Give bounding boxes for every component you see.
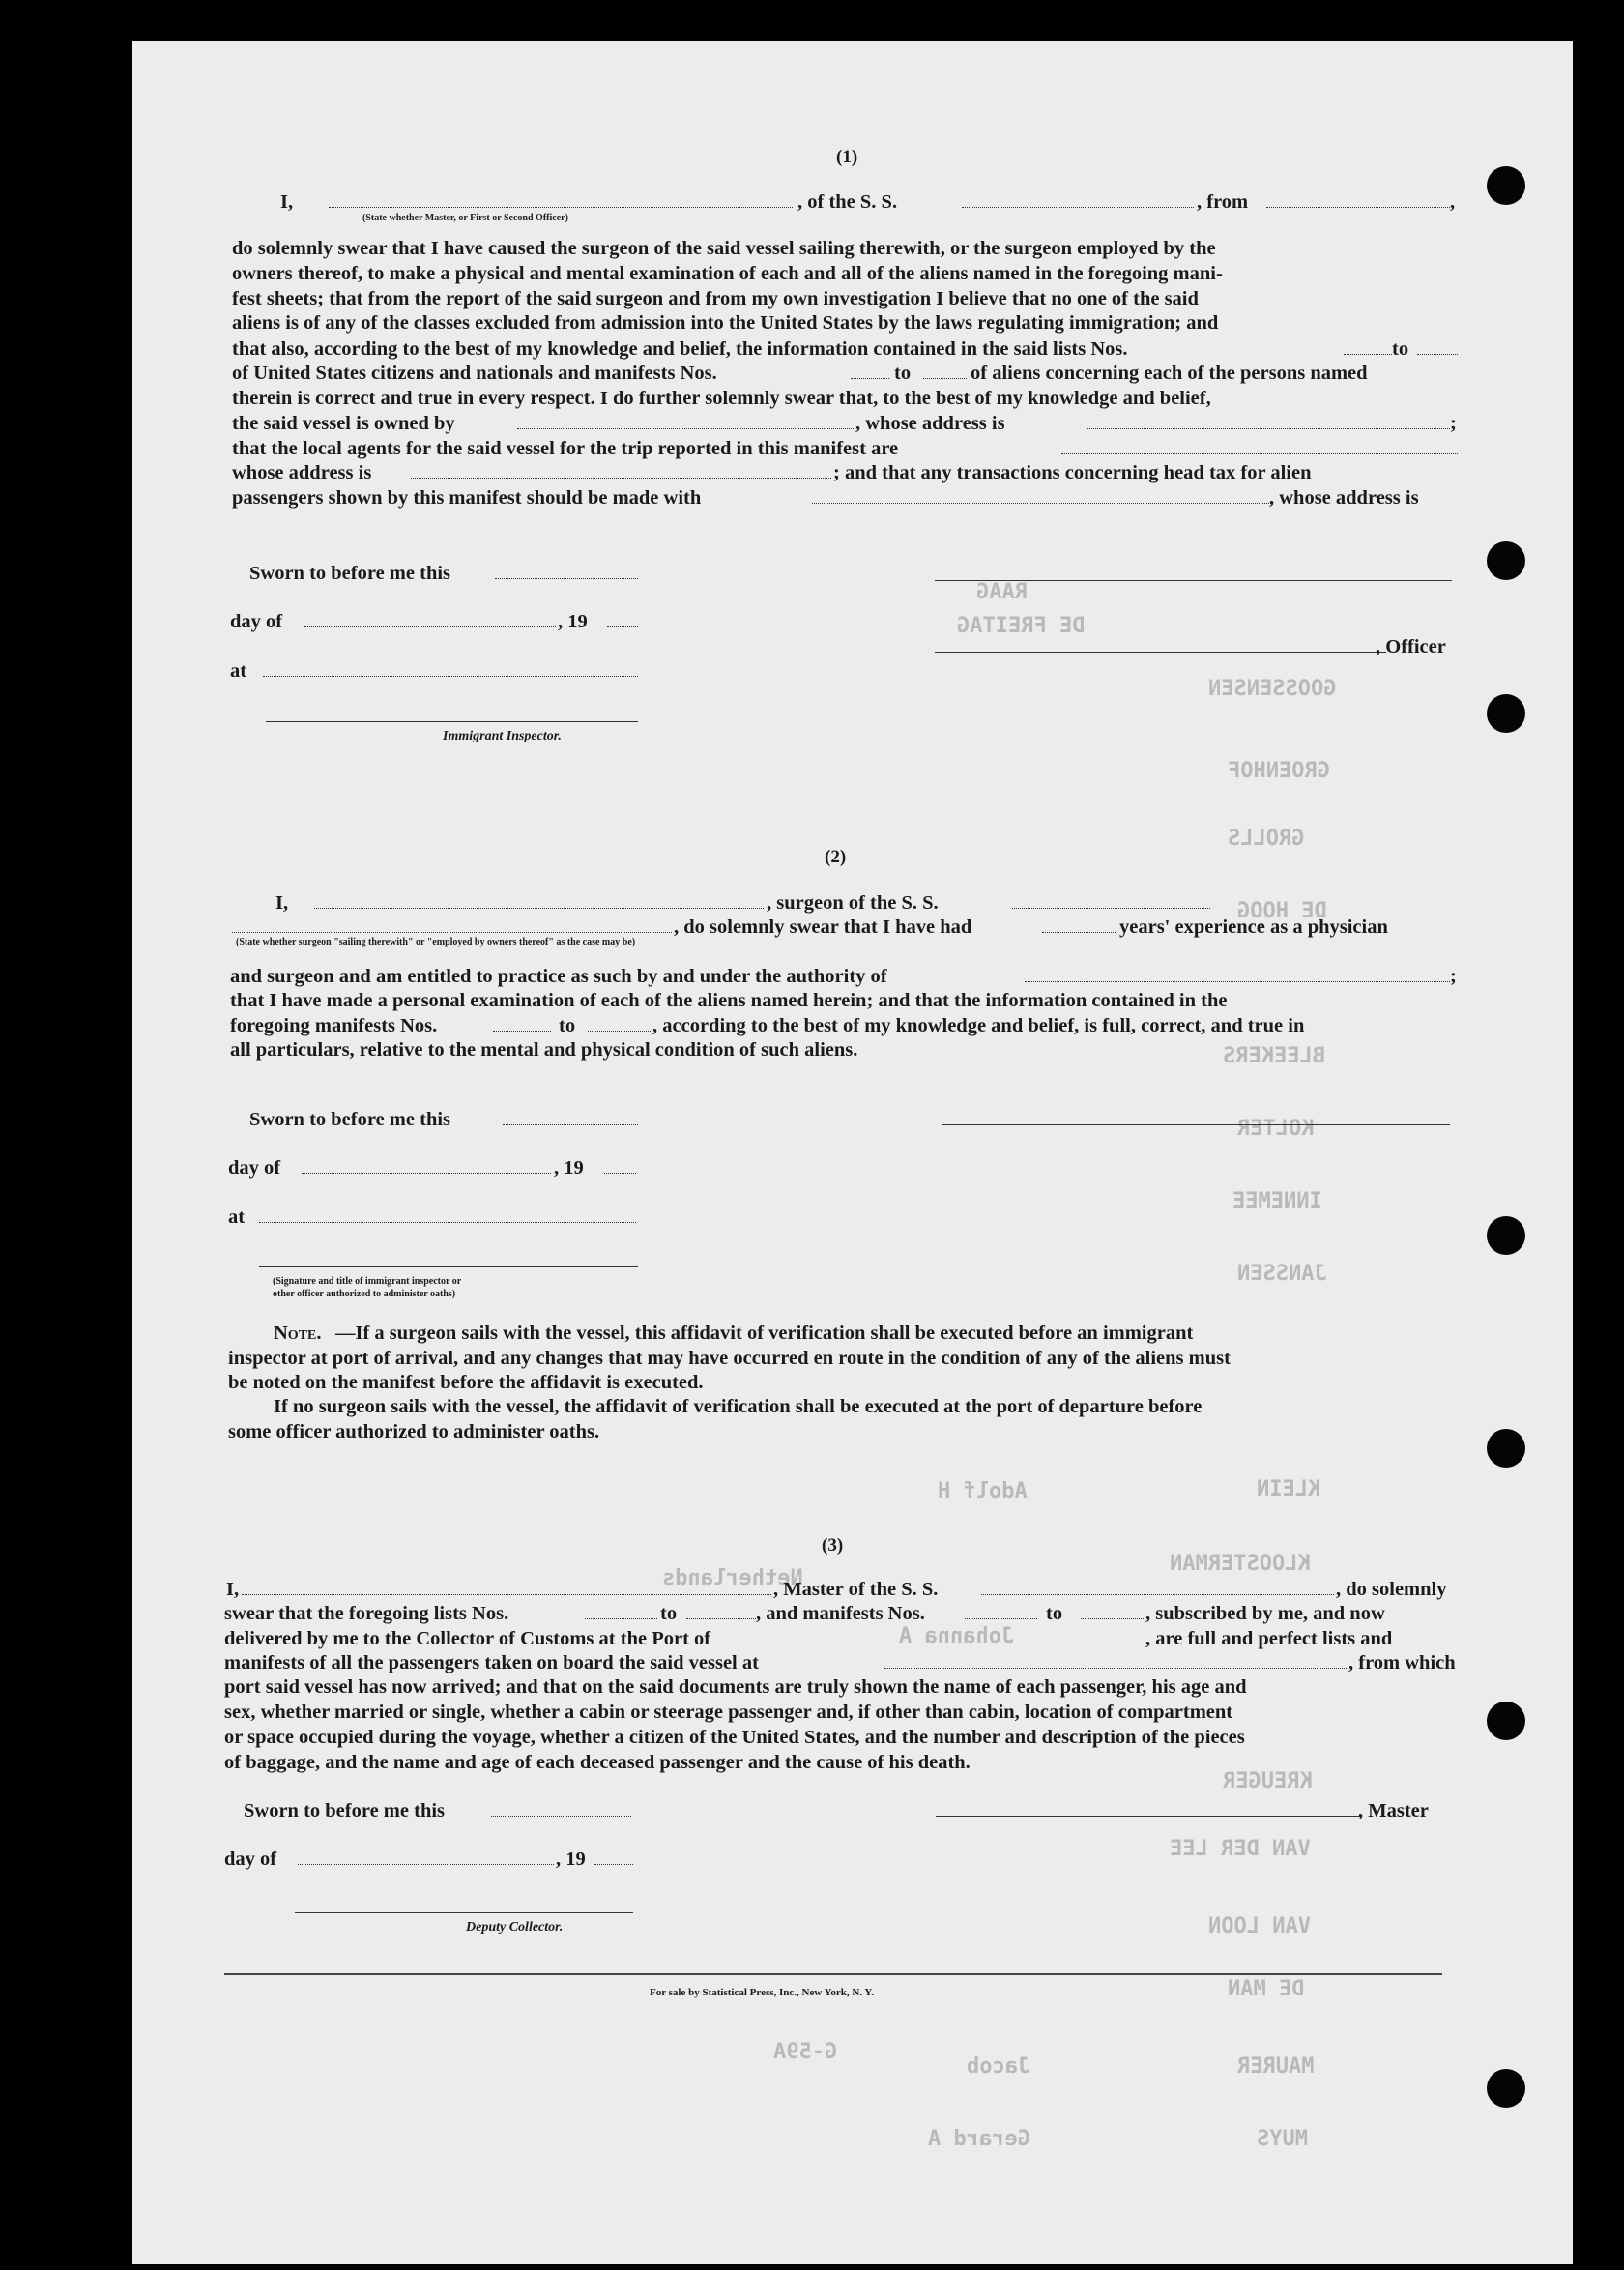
section-1-heading: (1) [836, 147, 858, 167]
year-label: , 19 [556, 1848, 586, 1870]
swear-text: , do solemnly swear that I have had [674, 917, 972, 938]
month-field[interactable] [304, 626, 556, 627]
at-label: at [228, 1207, 246, 1228]
officer-signature-line[interactable] [935, 652, 1386, 653]
binder-hole [1487, 694, 1525, 733]
text-line: or space occupied during the voyage, whether a citizen of the United States, and the number and description of the pieces [224, 1726, 1245, 1748]
oath-pronoun: I, [276, 892, 289, 914]
oath-pronoun: I, [226, 1579, 240, 1600]
master-signature-line[interactable] [936, 1816, 1361, 1817]
text-line: that the local agents for the said vessel for the trip reported in this manifest are [232, 438, 899, 459]
owner-field[interactable] [517, 428, 856, 429]
bleed-through-text: DE HOOG [1237, 899, 1327, 923]
of-aliens-text: of aliens concerning each of the persons named [971, 363, 1368, 384]
text-line: therein is correct and true in every respect. I do further solemnly swear that, to the best of my knowledge and belief, [232, 388, 1211, 409]
note-text: If no surgeon sails with the vessel, the affidavit of verification shall be executed at the port of departure before [274, 1396, 1203, 1417]
binder-hole [1487, 1702, 1525, 1740]
manifest-from-field[interactable] [965, 1618, 1037, 1619]
binder-hole [1487, 1216, 1525, 1255]
text-line: , subscribed by me, and now [1146, 1603, 1385, 1624]
year-field[interactable] [604, 1173, 636, 1174]
text-line: that I have made a personal examination of each of the aliens named herein; and that the information contained in the [230, 990, 1228, 1011]
text-line: of United States citizens and nationals and manifests Nos. [232, 363, 717, 384]
note-text: be noted on the manifest before the affidavit is executed. [228, 1372, 704, 1393]
note-label: Note. [274, 1323, 322, 1344]
bleed-through-text: KLOOSTERMAN [1170, 1552, 1311, 1576]
binder-hole [1487, 541, 1525, 580]
text-line: , from which [1348, 1652, 1456, 1673]
bleed-through-text: RAAG [976, 580, 1028, 604]
text-line: swear that the foregoing lists Nos. [224, 1603, 509, 1624]
note-text: —If a surgeon sails with the vessel, this affidavit of verification shall be executed before an immigrant [335, 1323, 1194, 1344]
surgeon-signature-line[interactable] [942, 1124, 1450, 1125]
year-label: , 19 [558, 611, 588, 632]
agents-field[interactable] [1061, 453, 1458, 454]
manifest-to-field[interactable] [1081, 1618, 1144, 1619]
text-line: sex, whether married or single, whether a cabin or steerage passenger and, if other than cabin, location of compartment [224, 1701, 1233, 1723]
sworn-date-field[interactable] [503, 1124, 638, 1125]
surgeon-status-field[interactable] [232, 932, 672, 933]
month-field[interactable] [298, 1864, 554, 1865]
list-to-field[interactable] [686, 1618, 756, 1619]
bleed-through-text: INNEMEE [1232, 1189, 1322, 1213]
sworn-date-field[interactable] [495, 578, 638, 579]
whose-address-label: , whose address is [1269, 487, 1419, 509]
text-line: port said vessel has now arrived; and that on the said documents are truly shown the name of each passenger, his age and [224, 1676, 1247, 1698]
surgeon-status-note: (State whether surgeon "sailing therewith" or "employed by owners thereof" as the case may be) [236, 937, 636, 947]
sworn-label: Sworn to before me this [244, 1800, 446, 1821]
departure-port-field[interactable] [884, 1668, 1347, 1669]
note-text: some officer authorized to administer oaths. [228, 1421, 600, 1442]
at-label: at [230, 660, 247, 682]
master-name-field[interactable] [242, 1594, 771, 1595]
authority-field[interactable] [1025, 981, 1450, 982]
text-line: whose address is [232, 462, 372, 483]
footer-rule [224, 1973, 1442, 1975]
bleed-through-text: Gerard A [928, 2127, 1030, 2151]
text-line: and surgeon and am entitled to practice as such by and under the authority of [230, 966, 887, 987]
year-label: , 19 [554, 1157, 584, 1179]
manifest-to-field[interactable] [588, 1031, 651, 1032]
sworn-label: Sworn to before me this [249, 563, 451, 584]
whose-address-label: , whose address is [856, 413, 1005, 434]
to-label: to [894, 363, 912, 384]
manifest-from-field[interactable] [493, 1031, 551, 1032]
owner-address-field[interactable] [1088, 428, 1450, 429]
officer-label: , Officer [1376, 636, 1446, 657]
place-field[interactable] [263, 676, 638, 677]
bleed-through-text: G-59A [773, 2040, 838, 2064]
bleed-through-text: DE FREITAG [957, 614, 1086, 638]
manifest-to-field[interactable] [923, 378, 967, 379]
inspector-signature-line[interactable] [259, 1266, 638, 1267]
text-line: all particulars, relative to the mental and physical condition of such aliens. [230, 1039, 858, 1061]
from-port-field[interactable] [1266, 207, 1450, 208]
bleed-through-text: Jacob [967, 2054, 1031, 2079]
head-tax-contact-field[interactable] [812, 503, 1271, 504]
bleed-through-text: VAN DER LEE [1170, 1837, 1311, 1861]
printer-credit: For sale by Statistical Press, Inc., New York, N. Y. [650, 1987, 875, 1998]
vessel-name-field[interactable] [962, 207, 1194, 208]
binder-hole [1487, 2069, 1525, 2108]
bleed-through-text: GROLLS [1228, 827, 1305, 851]
bleed-through-text: MUYS [1257, 2127, 1308, 2151]
years-field[interactable] [1042, 932, 1116, 933]
year-field[interactable] [607, 626, 638, 627]
bleed-through-text: BLEEKERS [1223, 1044, 1325, 1068]
oath-pronoun: I, [280, 191, 294, 213]
text-line: passengers shown by this manifest should be made with [232, 487, 702, 509]
section-2-heading: (2) [825, 847, 847, 867]
collector-title: Deputy Collector. [466, 1920, 564, 1935]
text-line: of baggage, and the name and age of each deceased passenger and the cause of his death. [224, 1752, 971, 1773]
to-label: to [660, 1603, 678, 1624]
officer-signature-line-top[interactable] [935, 580, 1452, 581]
surgeon-of-label: , surgeon of the S. S. [767, 892, 939, 914]
from-label: , from [1197, 191, 1249, 213]
list-from-field[interactable] [585, 1618, 657, 1619]
day-of-label: day of [228, 1157, 281, 1179]
master-of-label: , Master of the S. S. [773, 1579, 939, 1600]
bleed-through-text: KREUGER [1223, 1769, 1313, 1793]
of-ss-label: , of the S. S. [798, 191, 898, 213]
text-line: delivered by me to the Collector of Customs at the Port of [224, 1628, 711, 1649]
text-line: the said vessel is owned by [232, 413, 455, 434]
text-line: foregoing manifests Nos. [230, 1015, 438, 1036]
bleed-through-text: GOOSSENSEN [1208, 677, 1337, 701]
bleed-through-text: DE MAN [1228, 1977, 1305, 2001]
text-line: , and manifests Nos. [756, 1603, 925, 1624]
inspector-signature-line[interactable] [266, 721, 638, 722]
day-of-label: day of [230, 611, 283, 632]
master-name-field[interactable] [329, 207, 793, 208]
comma: , [1450, 191, 1456, 213]
text-line: owners thereof, to make a physical and mental examination of each and all of the aliens named in the foregoing mani- [232, 262, 1223, 284]
text-line: , are full and perfect lists and [1146, 1628, 1393, 1649]
bleed-through-text: VAN LOON [1208, 1914, 1311, 1938]
semicolon: ; [1450, 413, 1457, 434]
surgeon-vessel-field[interactable] [1012, 908, 1210, 909]
day-of-label: day of [224, 1848, 277, 1870]
note-text: inspector at port of arrival, and any changes that may have occurred en route in the condition of any of the aliens must [228, 1348, 1231, 1369]
to-label: to [1392, 338, 1409, 360]
bleed-through-text: KOLTER [1237, 1117, 1315, 1141]
surgeon-name-field[interactable] [314, 908, 764, 909]
bleed-through-text: Johanna A [899, 1624, 1015, 1648]
text-line: that also, according to the best of my knowledge and belief, the information contained in the said lists Nos. [232, 338, 1128, 360]
list-from-field[interactable] [1344, 354, 1392, 355]
text-line: fest sheets; that from the report of the said surgeon and from my own investigation I believe that no one of the said [232, 287, 1199, 309]
vessel-name-field[interactable] [981, 1594, 1334, 1595]
text-line: do solemnly swear that I have caused the surgeon of the said vessel sailing therewith, or the surgeon employed by the [232, 238, 1216, 259]
signature-note: other officer authorized to administer oaths) [273, 1289, 456, 1299]
place-field[interactable] [259, 1222, 636, 1223]
bleed-through-text: MAURER [1237, 2054, 1315, 2079]
binder-hole [1487, 166, 1525, 205]
semicolon: ; [1450, 966, 1457, 987]
collector-signature-line[interactable] [295, 1912, 633, 1913]
year-field[interactable] [594, 1864, 633, 1865]
bleed-through-text: Adolf H [938, 1479, 1028, 1503]
to-label: to [559, 1015, 576, 1036]
bleed-through-text: GROENHOF [1228, 759, 1330, 783]
text-line: , according to the best of my knowledge and belief, is full, correct, and true in [652, 1015, 1305, 1036]
text-line: manifests of all the passengers taken on board the said vessel at [224, 1652, 759, 1673]
list-to-field[interactable] [1417, 354, 1458, 355]
section-3-body [224, 1675, 1450, 1750]
years-text: years' experience as a physician [1119, 917, 1388, 938]
do-solemnly-text: , do solemnly [1336, 1579, 1447, 1600]
text-line: aliens is of any of the classes excluded from admission into the United States by the laws regulating immigration; and [232, 312, 1219, 335]
manifest-from-field[interactable] [851, 378, 889, 379]
signature-note: (Signature and title of immigrant inspector or [273, 1276, 462, 1287]
head-tax-text: ; and that any transactions concerning head tax for alien [833, 462, 1312, 483]
bleed-through-text: Netherlands [662, 1566, 803, 1590]
inspector-title: Immigrant Inspector. [443, 729, 562, 743]
binder-hole [1487, 1429, 1525, 1468]
section-1-body [232, 237, 1458, 336]
officer-note: (State whether Master, or First or Second Officer) [362, 213, 568, 223]
to-label: to [1046, 1603, 1063, 1624]
sworn-date-field[interactable] [491, 1816, 631, 1817]
sworn-label: Sworn to before me this [249, 1109, 451, 1130]
section-3-heading: (3) [822, 1535, 844, 1556]
agents-address-field[interactable] [411, 478, 831, 479]
bleed-through-text: KLEIN [1257, 1477, 1321, 1501]
master-label: , Master [1358, 1800, 1429, 1821]
month-field[interactable] [302, 1173, 551, 1174]
bleed-through-text: JANSSEN [1237, 1262, 1327, 1286]
